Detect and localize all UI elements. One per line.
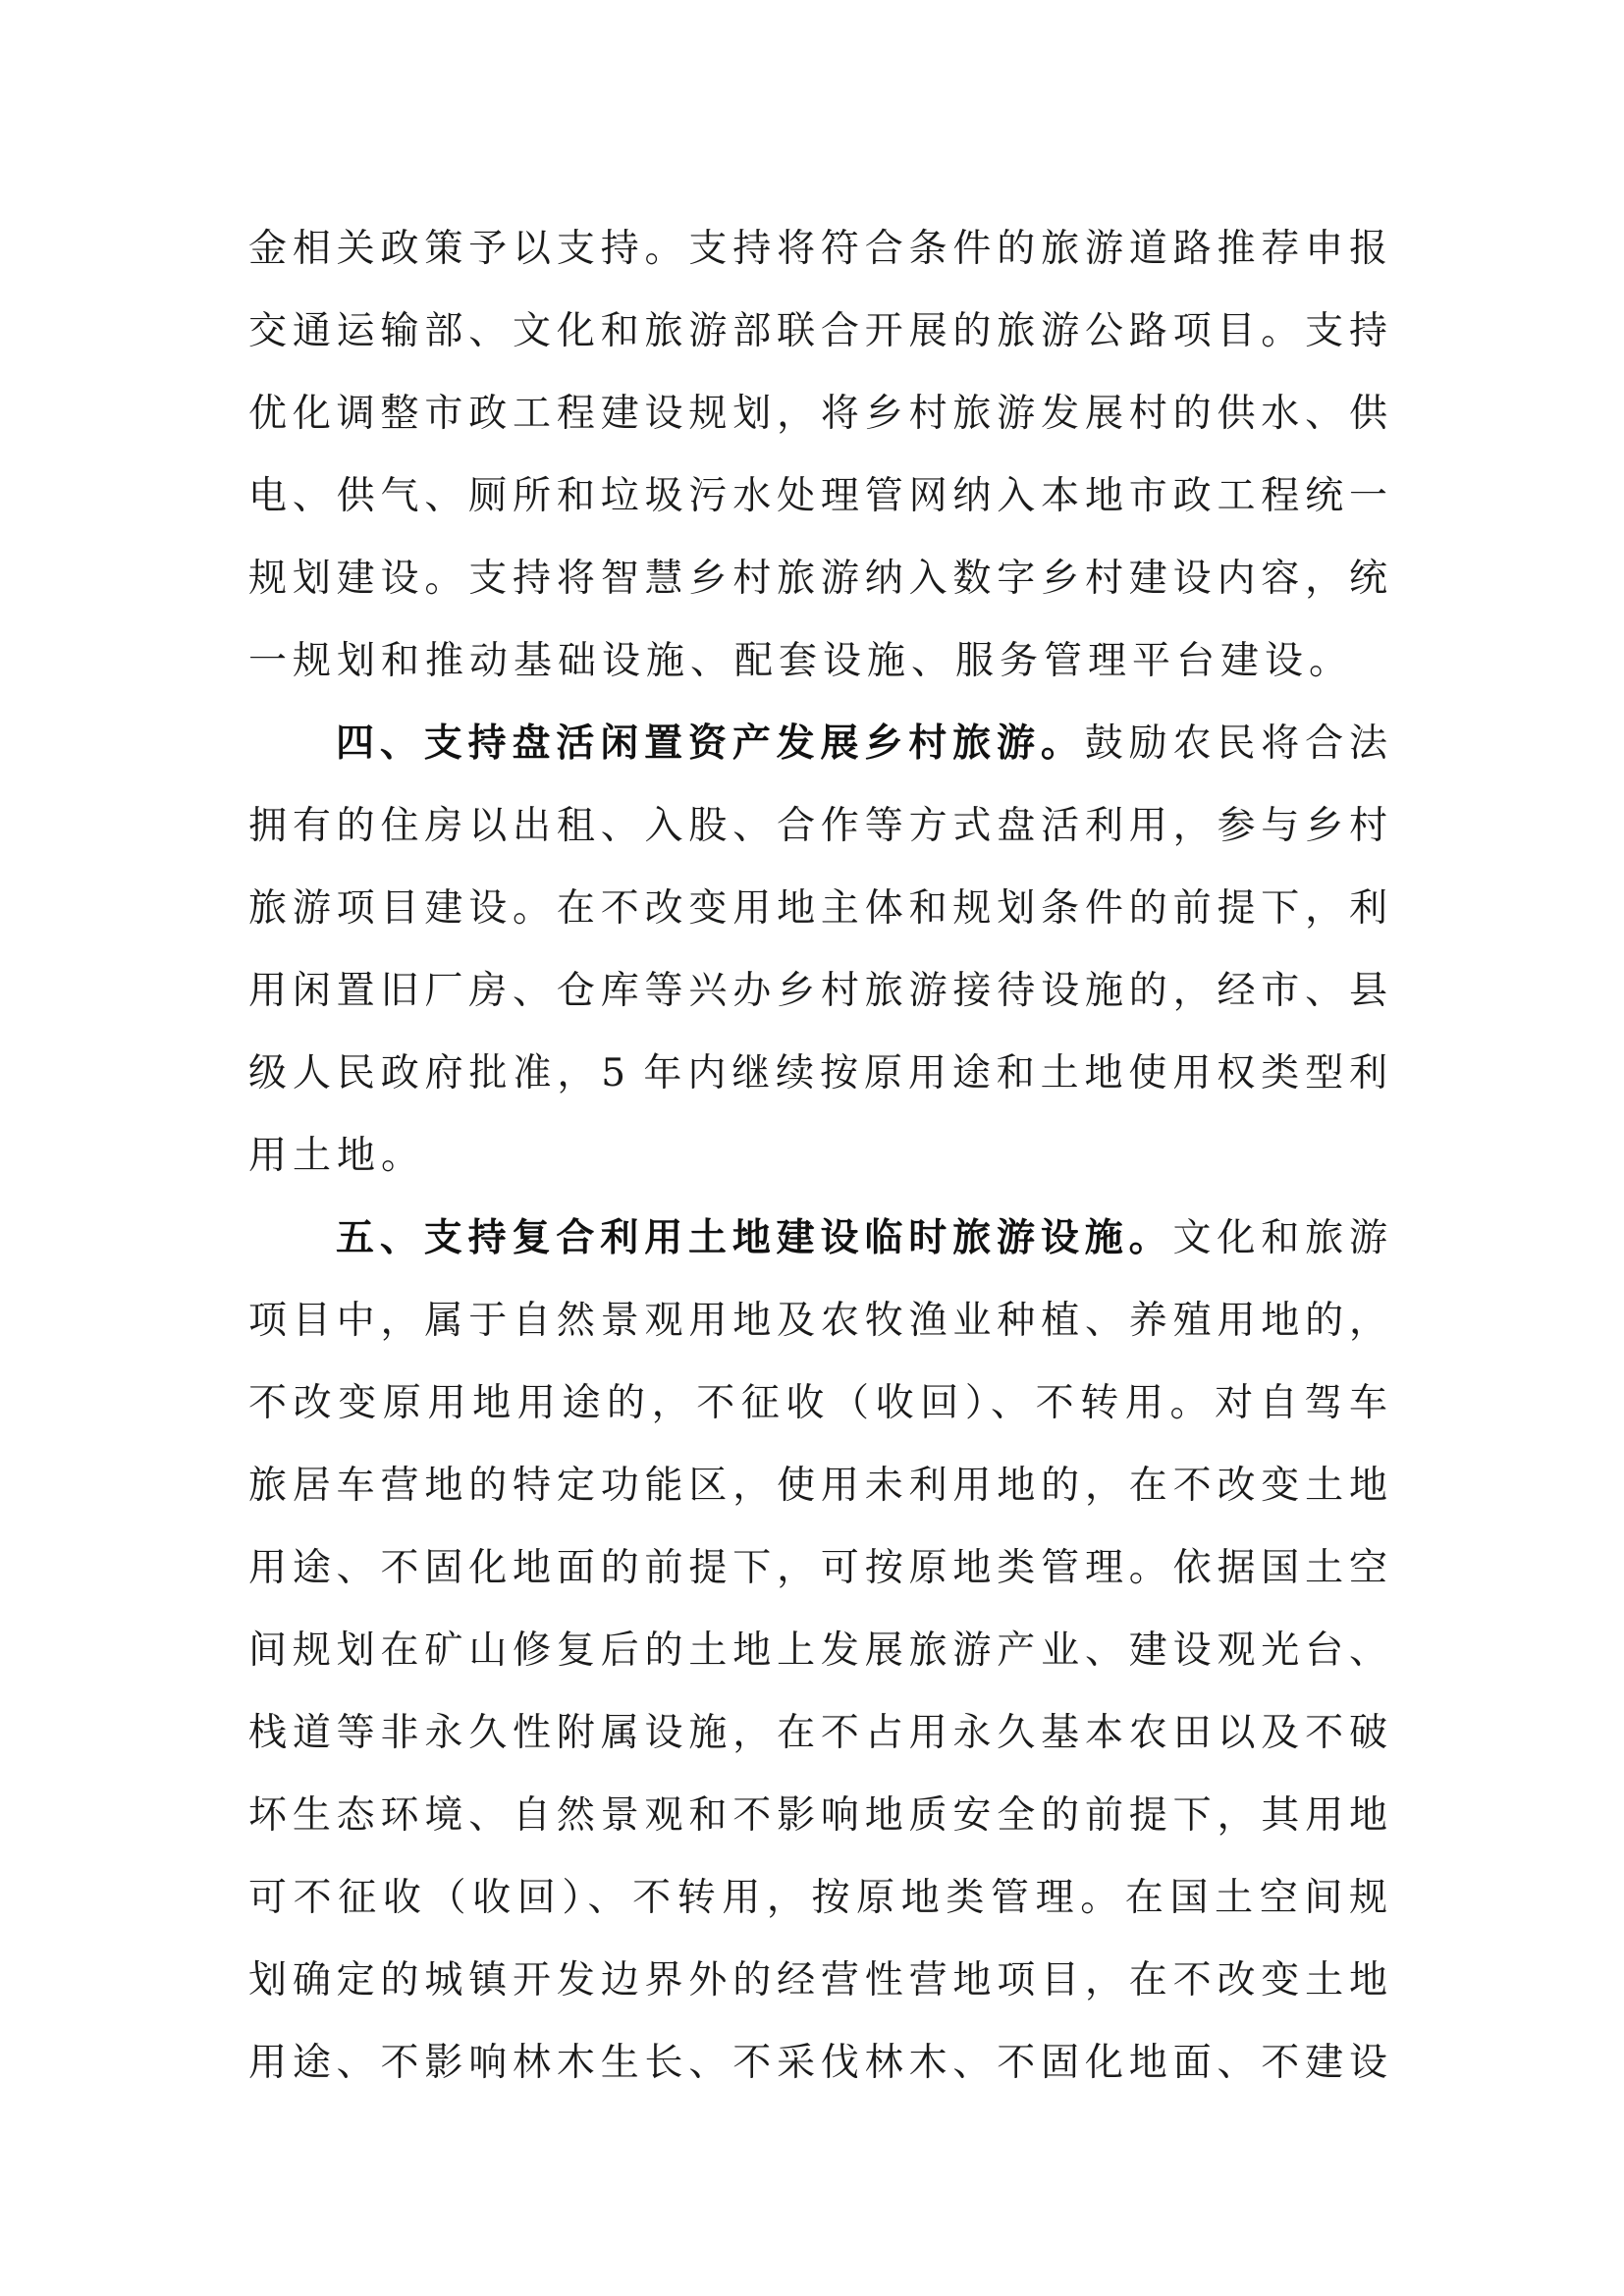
paragraph-2-line-1-text: 鼓励农民将合法 (1084, 721, 1387, 766)
paragraph-3-line-1 (336, 1198, 1387, 1280)
paragraph-2-line-2: 拥有的住房以出租、入股、合作等方式盘活利用，参与乡村 (248, 804, 1387, 848)
paragraph-2-line-5: 级人民政府批准，5 年内继续按原用途和土地使用权类型利 (248, 1051, 1387, 1095)
paragraph-2-line-1 (336, 703, 1387, 785)
paragraph-1-line-1: 金相关政策予以支持。支持将符合条件的旅游道路推荐申报 (248, 227, 1387, 271)
paragraph-3-line-1-text: 文化和旅游 (1172, 1216, 1387, 1260)
paragraph-1-line-3: 优化调整市政工程建设规划，将乡村旅游发展村的供水、供 (248, 392, 1387, 436)
paragraph-3-line-6: 间规划在矿山修复后的土地上发展旅游产业、建设观光台、 (248, 1629, 1387, 1673)
section-heading-four: 四、支持盘活闲置资产发展乡村旅游。 (336, 721, 1085, 766)
paragraph-3-line-10: 划确定的城镇开发边界外的经营性营地项目，在不改变土地 (248, 1958, 1387, 2002)
paragraph-2-line-4: 用闲置旧厂房、仓库等兴办乡村旅游接待设施的，经市、县 (248, 969, 1387, 1013)
paragraph-1-line-5: 规划建设。支持将智慧乡村旅游纳入数字乡村建设内容，统 (248, 557, 1387, 601)
paragraph-3-line-8: 坏生态环境、自然景观和不影响地质安全的前提下，其用地 (248, 1793, 1387, 1838)
paragraph-2-line-3: 旅游项目建设。在不改变用地主体和规划条件的前提下，利 (248, 886, 1387, 931)
paragraph-3-line-3: 不改变原用地用途的，不征收（收回）、不转用。对自驾车 (248, 1381, 1387, 1425)
paragraph-3-line-7: 栈道等非永久性附属设施，在不占用永久基本农田以及不破 (248, 1711, 1387, 1755)
paragraph-2-line-6: 用土地。 (248, 1134, 426, 1178)
paragraph-3-line-2: 项目中，属于自然景观用地及农牧渔业种植、养殖用地的， (248, 1299, 1387, 1343)
paragraph-1-line-2: 交通运输部、文化和旅游部联合开展的旅游公路项目。支持 (248, 309, 1387, 353)
paragraph-1-line-4: 电、供气、厕所和垃圾污水处理管网纳入本地市政工程统一 (248, 474, 1387, 518)
section-heading-five: 五、支持复合利用土地建设临时旅游设施。 (336, 1216, 1173, 1260)
paragraph-3-line-11: 用途、不影响林木生长、不采伐林木、不固化地面、不建设 (248, 2041, 1387, 2085)
paragraph-1-line-6: 一规划和推动基础设施、配套设施、服务管理平台建设。 (248, 639, 1354, 683)
paragraph-3-line-9: 可不征收（收回）、不转用，按原地类管理。在国土空间规 (248, 1876, 1387, 1920)
paragraph-3-line-5: 用途、不固化地面的前提下，可按原地类管理。依据国土空 (248, 1546, 1387, 1590)
paragraph-3-line-4: 旅居车营地的特定功能区，使用未利用地的，在不改变土地 (248, 1464, 1387, 1508)
